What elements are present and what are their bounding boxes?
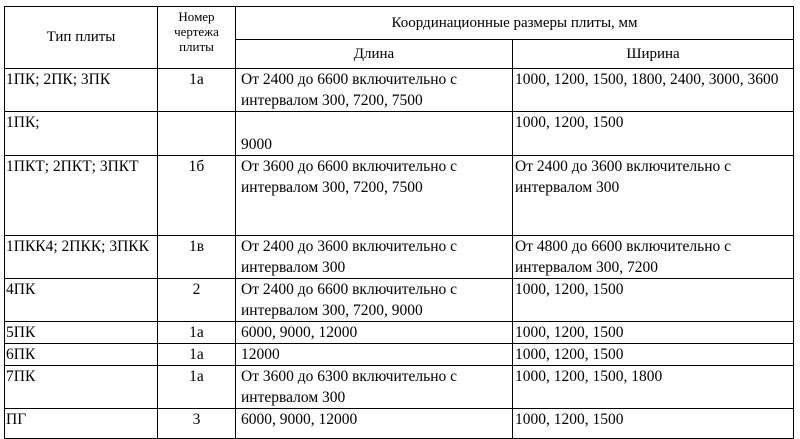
header-width: Ширина [513,40,794,69]
cell-type: 1ПК; [5,112,158,156]
cell-length: От 2400 до 3600 включительно с интервалом 300 [236,236,513,279]
table-row [5,322,794,344]
cell-length: 12000 [236,344,513,366]
table-row [5,236,794,279]
table-row [5,69,794,112]
table-row [5,344,794,366]
cell-width: От 4800 до 6600 включительно с интервалом 300, 7200 [513,236,794,279]
header-drawing-number: Номер чертежа плиты [158,7,236,69]
cell-type: ПГ [5,409,158,439]
cell-type: 1ПКТ; 2ПКТ; 3ПКТ [5,156,158,236]
cell-length: 6000, 9000, 12000 [236,409,513,439]
cell-width: 1000, 1200, 1500 [513,409,794,439]
header-slab-type: Тип плиты [5,7,158,69]
cell-drawing-number: 1а [158,69,236,112]
cell-type: 6ПК [5,344,158,366]
cell-length: От 2400 до 6600 включительно с интервалом 300, 7200, 9000 [236,279,513,322]
cell-drawing-number [158,112,236,156]
cell-drawing-number: 1б [158,156,236,236]
cell-width: 1000, 1200, 1500 [513,322,794,344]
cell-drawing-number: 1а [158,344,236,366]
table-row [5,409,794,439]
cell-width: 1000, 1200, 1500, 1800, 2400, 3000, 3600 [513,69,794,112]
table-row [5,366,794,409]
table-row [5,279,794,322]
cell-type: 7ПК [5,366,158,409]
cell-length: 9000 [236,112,513,156]
cell-type: 5ПК [5,322,158,344]
header-row-main [5,7,794,40]
cell-type: 1ПКК4; 2ПКК; 3ПКК [5,236,158,279]
cell-width: От 2400 до 3600 включительно с интервалом 300 [513,156,794,236]
header-length: Длина [236,40,513,69]
header-coordination-sizes: Координационные размеры плиты, мм [236,7,794,40]
cell-length: 6000, 9000, 12000 [236,322,513,344]
slab-dimensions-table [4,6,794,439]
cell-drawing-number: 1в [158,236,236,279]
cell-width: 1000, 1200, 1500 [513,344,794,366]
cell-width: 1000, 1200, 1500 [513,112,794,156]
cell-length: От 2400 до 6600 включительно с интервалом 300, 7200, 7500 [236,69,513,112]
cell-type: 1ПК; 2ПК; 3ПК [5,69,158,112]
cell-type: 4ПК [5,279,158,322]
cell-length: От 3600 до 6600 включительно с интервалом 300, 7200, 7500 [236,156,513,236]
cell-length: От 3600 до 6300 включительно с интервалом 300 [236,366,513,409]
cell-width: 1000, 1200, 1500 [513,279,794,322]
table-row [5,156,794,236]
cell-drawing-number: 1а [158,366,236,409]
cell-width: 1000, 1200, 1500, 1800 [513,366,794,409]
cell-drawing-number: 1а [158,322,236,344]
cell-drawing-number: 3 [158,409,236,439]
table-row [5,112,794,156]
cell-drawing-number: 2 [158,279,236,322]
